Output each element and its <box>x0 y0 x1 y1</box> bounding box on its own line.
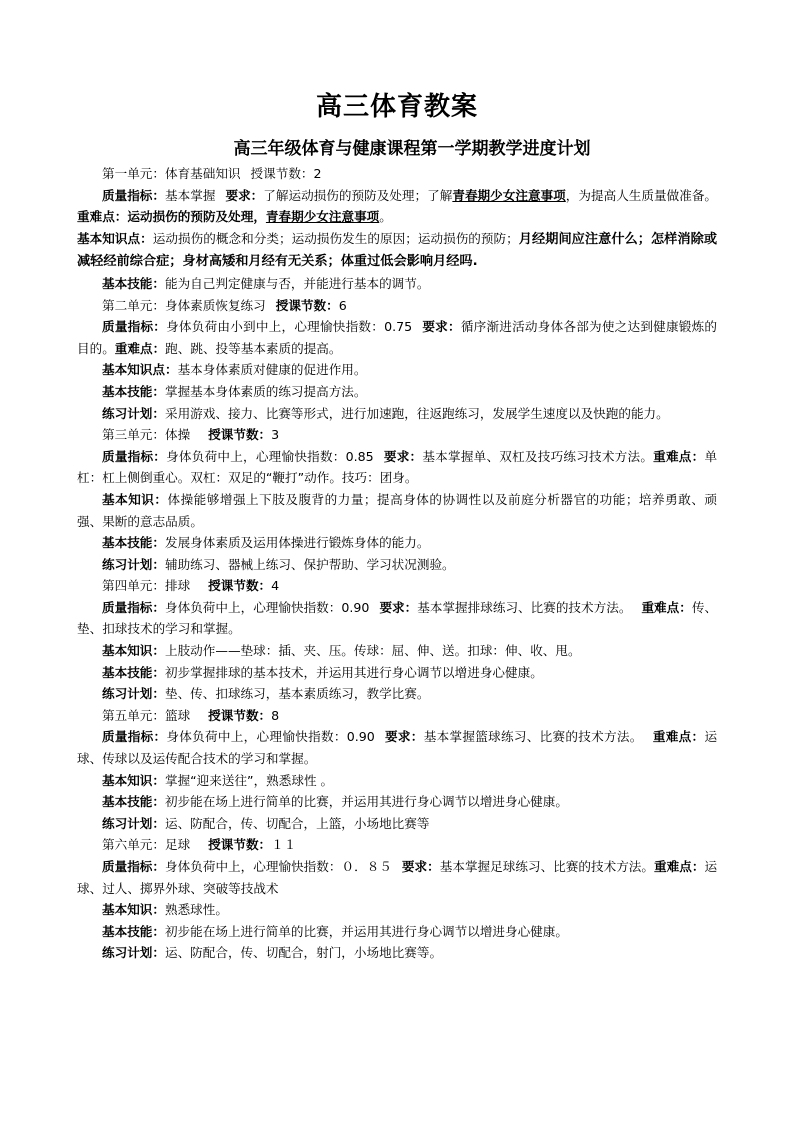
unit-1-skill: 基本技能：能为自己判定健康与否，并能进行基本的调节。 <box>102 275 430 291</box>
unit-4-quality: 质量指标：身体负荷中上，心理愉快指数：0.90 要求：基本掌握排球练习、比赛的技术方法。 重难点：传、垫、扣球技术的学习和掌握。 <box>77 599 718 637</box>
unit-6-quality: 质量指标：身体负荷中上，心理愉快指数：０．８５ 要求：基本掌握足球练习、比赛的技术方法。重难点：运球、过人、掷界外球、突破等技战术 <box>77 859 718 896</box>
unit-5-skill: 基本技能：初步能在场上进行简单的比赛，并运用其进行身心调节以增进身心健康。 <box>102 794 568 810</box>
document-body <box>77 163 717 964</box>
unit-5-plan: 练习计划：运、防配合，传、切配合，上篮，小场地比赛等 <box>102 815 430 831</box>
unit-1-knowledge: 基本知识点：运动损伤的概念和分类；运动损伤发生的原因；运动损伤的预防；月经期间应注意什么；怎样消除或减轻经前综合症；身材高矮和月经有无关系；体重过低会影响月经吗. <box>77 230 718 270</box>
unit-4-knowledge: 基本知识：上肢动作——垫球：插、夹、压。传球：屈、伸、送。扣球：伸、收、甩。 <box>102 643 581 659</box>
document-subtitle: 高三年级体育与健康课程第一学期教学进度计划 <box>233 139 591 159</box>
unit-6-heading: 第六单元：足球 授课节数：１１ <box>102 837 297 853</box>
unit-5-quality: 质量指标：身体负荷中上，心理愉快指数：0.90 要求：基本掌握篮球练习、比赛的技术方法。 重难点：运球、传球以及运传配合技术的学习和掌握。 <box>77 729 718 767</box>
unit-6-knowledge: 基本知识：熟悉球性。 <box>102 902 228 918</box>
unit-3-quality: 质量指标：身体负荷中上，心理愉快指数：0.85 要求：基本掌握单、双杠及技巧练习技术方法。重难点：单杠：杠上侧倒重心。双杠：双足的“鞭打”动作。技巧：团身。 <box>77 448 718 486</box>
unit-2-skill: 基本技能：掌握基本身体素质的练习提高方法。 <box>102 383 367 399</box>
unit-2-plan: 练习计划：采用游戏、接力、比赛等形式，进行加速跑，往返跑练习，发展学生速度以及快跑的能力。 <box>102 405 669 421</box>
unit-3-knowledge: 基本知识：体操能够增强上下肢及腹背的力量；提高身体的协调性以及前庭分析器官的功能；培养勇敢、顽强、果断的意志品质。 <box>77 491 718 529</box>
unit-6-plan: 练习计划：运、防配合，传、切配合，射门，小场地比赛等。 <box>102 945 443 961</box>
unit-2-heading: 第二单元：身体素质恢复练习 授课节数：6 <box>102 297 347 313</box>
unit-2-knowledge: 基本知识点：基本身体素质对健康的促进作用。 <box>102 362 367 378</box>
unit-6-skill: 基本技能：初步能在场上进行简单的比赛，并运用其进行身心调节以增进身心健康。 <box>102 923 568 939</box>
unit-4-skill: 基本技能：初步掌握排球的基本技术，并运用其进行身心调节以增进身心健康。 <box>102 664 543 680</box>
unit-3-heading: 第三单元：体操 授课节数：3 <box>102 427 280 443</box>
unit-4-plan: 练习计划：垫、传、扣球练习，基本素质练习，教学比赛。 <box>102 686 430 702</box>
unit-5-heading: 第五单元：篮球 授课节数：8 <box>102 707 280 723</box>
unit-4-heading: 第四单元：排球 授课节数：4 <box>102 578 280 594</box>
unit-5-knowledge: 基本知识：掌握“迎来送往”，熟悉球性 。 <box>102 772 334 788</box>
document-title: 高三体育教案 <box>315 92 478 122</box>
unit-2-quality: 质量指标：身体负荷由小到中上，心理愉快指数：0.75 要求：循序渐进活动身体各部为使之达到健康锻炼的目的。重难点：跑、跳、投等基本素质的提高。 <box>77 319 718 356</box>
unit-3-skill: 基本技能：发展身体素质及运用体操进行锻炼身体的能力。 <box>102 535 430 551</box>
unit-3-plan: 练习计划：辅助练习、器械上练习、保护帮助、学习状况测验。 <box>102 556 455 572</box>
unit-1-quality: 质量指标：基本掌握 要求：了解运动损伤的预防及处理；了解青春期少女注意事项，为提高人生质量做准备。重难点：运动损伤的预防及处理，青春期少女注意事项。 <box>77 187 718 225</box>
unit-1-heading: 第一单元：体育基础知识 授课节数：2 <box>102 166 322 181</box>
